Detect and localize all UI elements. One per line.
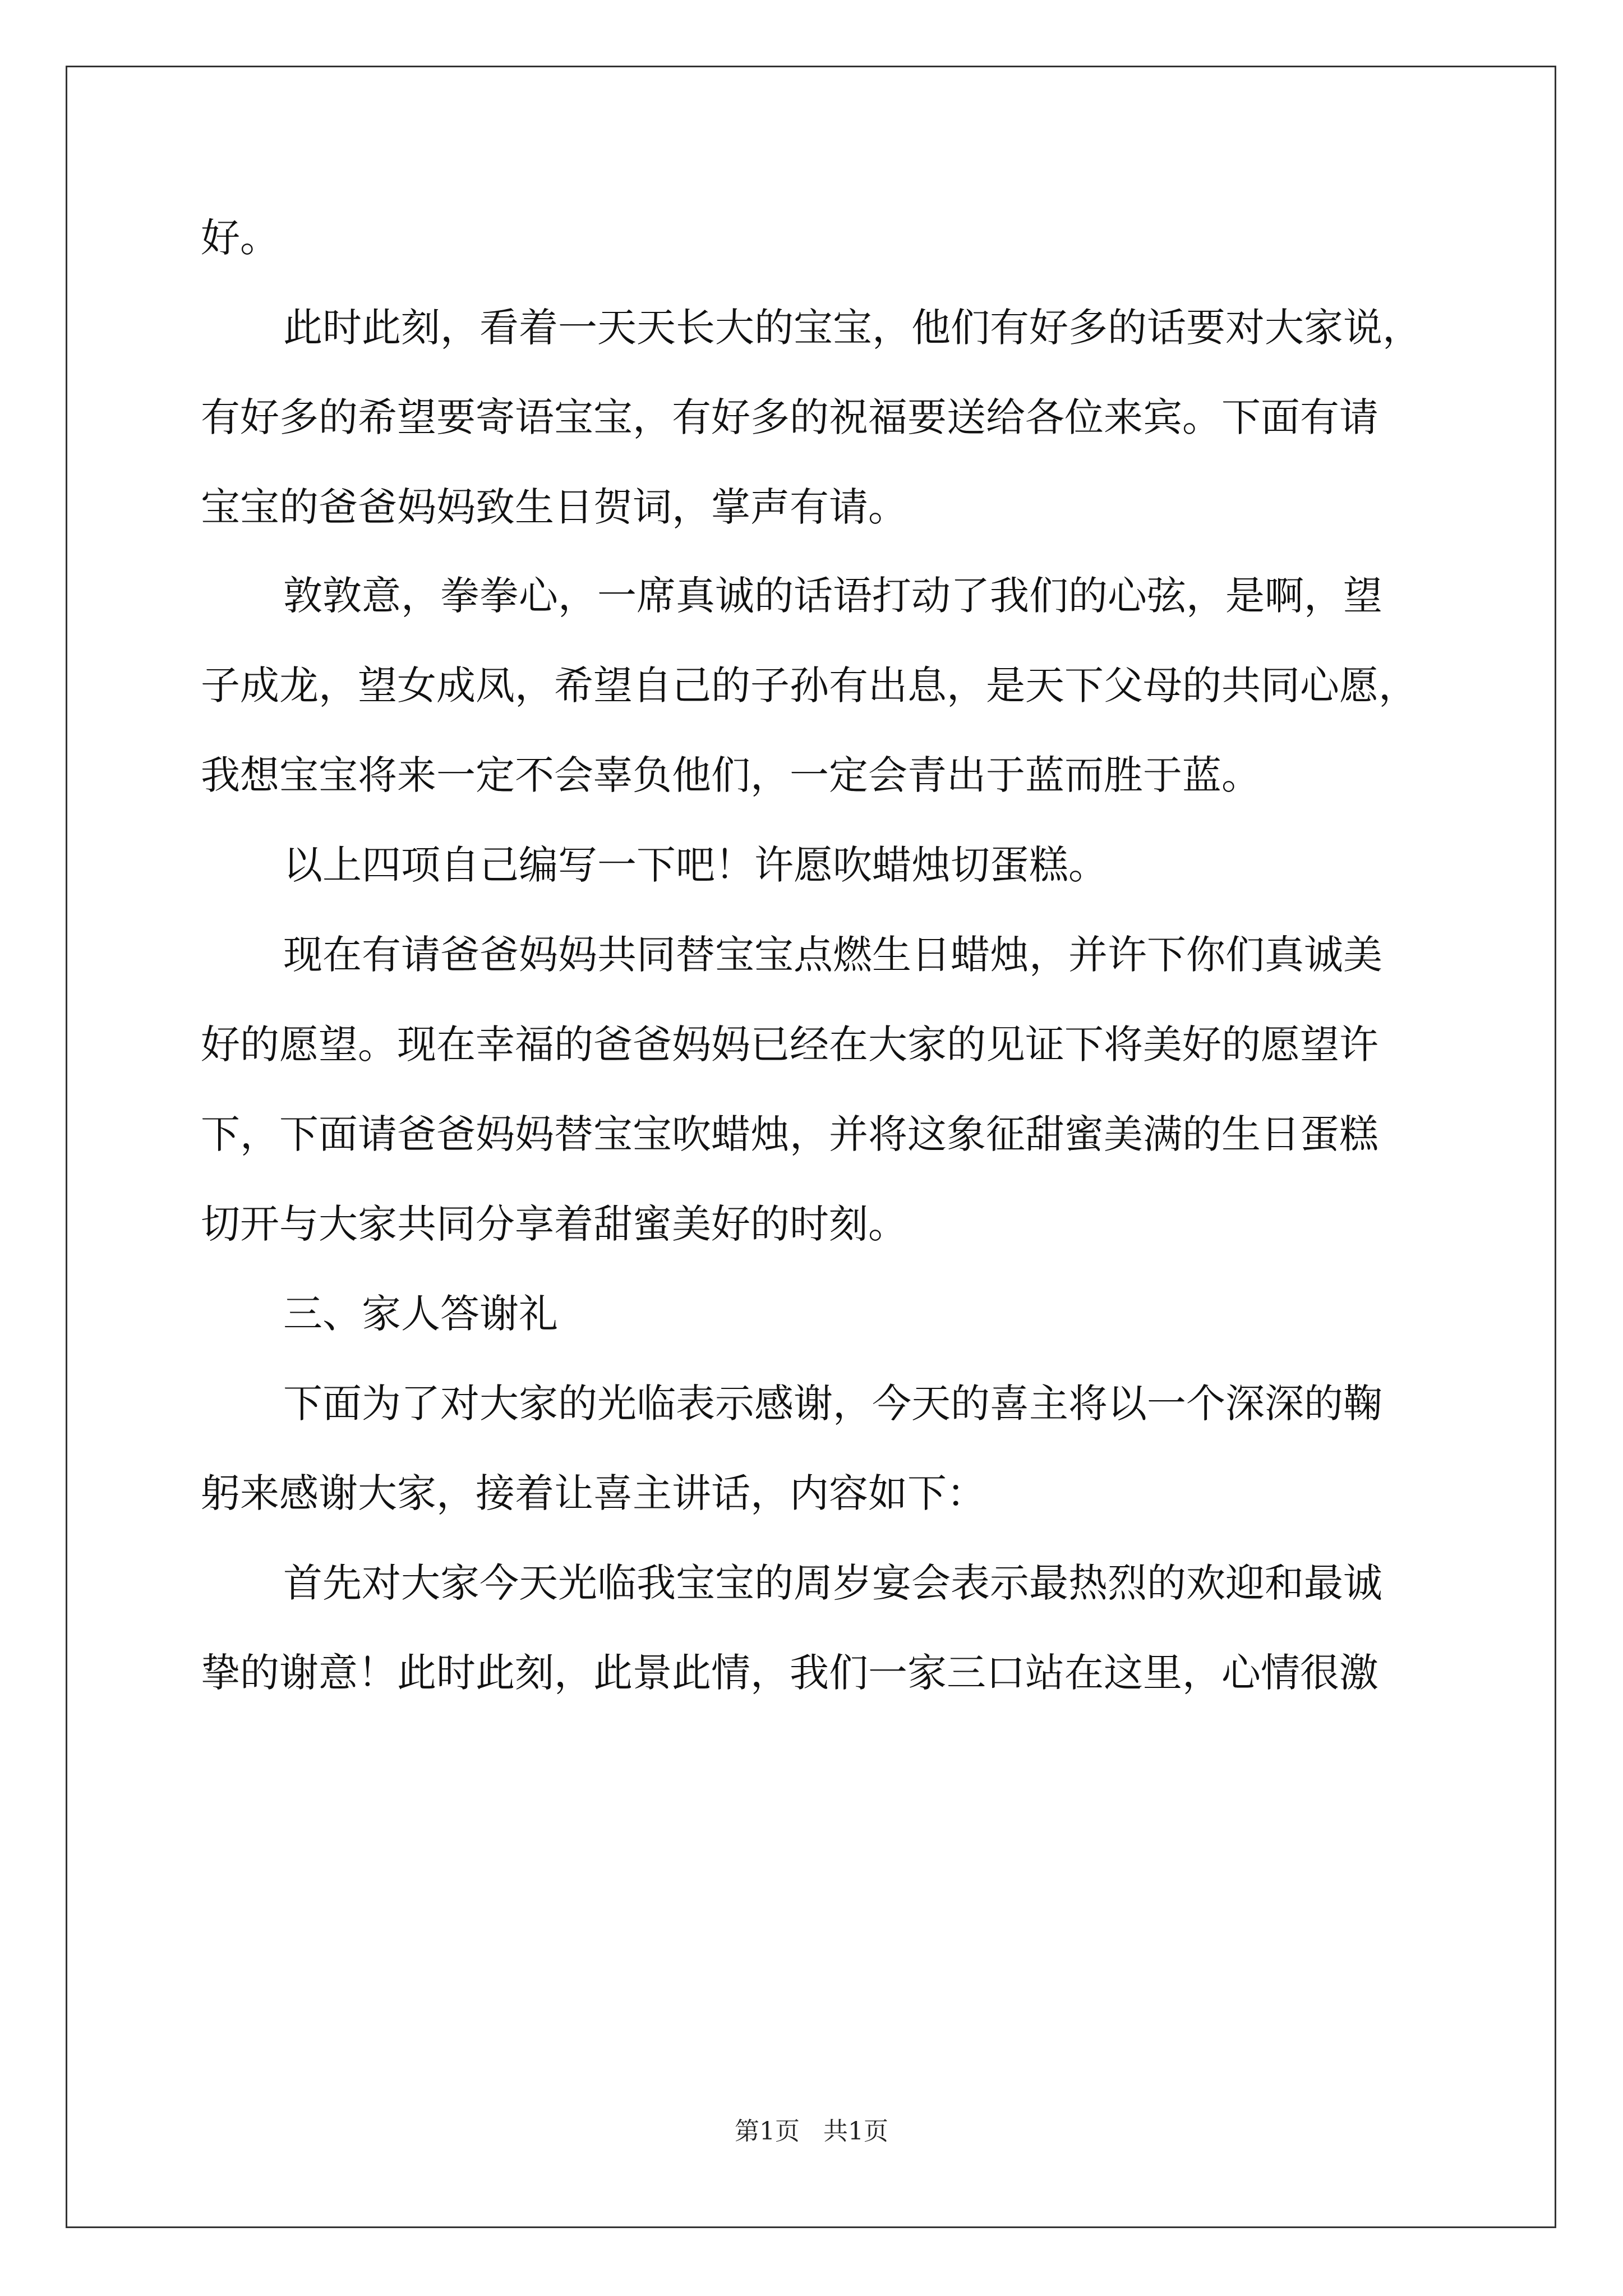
paragraph-line: 好的愿望。现在幸福的爸爸妈妈已经在大家的见证下将美好的愿望许 (201, 1022, 1378, 1068)
paragraph-line: 切开与大家共同分享着甜蜜美好的时刻。 (201, 1201, 907, 1247)
paragraph-line: 以上四项自己编写一下吧！许愿吹蜡烛切蛋糕。 (283, 842, 1108, 888)
section-heading: 三、家人答谢礼 (283, 1291, 558, 1337)
paragraph-line: 子成龙，望女成凤，希望自己的子孙有出息，是天下父母的共同心愿， (201, 662, 1418, 708)
page-footer: 第1页 共1页 (735, 2117, 888, 2146)
paragraph-line: 敦敦意，拳拳心，一席真诚的话语打动了我们的心弦，是啊，望 (283, 573, 1382, 619)
paragraph-line: 下面为了对大家的光临表示感谢，今天的喜主将以一个深深的鞠 (283, 1381, 1382, 1427)
paragraph-line: 宝宝的爸爸妈妈致生日贺词，掌声有请。 (201, 484, 907, 530)
paragraph-line: 首先对大家今天光临我宝宝的周岁宴会表示最热烈的欢迎和最诚 (283, 1560, 1382, 1606)
paragraph-line: 躬来感谢大家，接着让喜主讲话，内容如下： (201, 1470, 986, 1516)
paragraph-line: 此时此刻，看着一天天长大的宝宝，他们有好多的话要对大家说， (283, 305, 1422, 351)
paragraph-line: 好。 (201, 215, 279, 261)
paragraph-line: 我想宝宝将来一定不会辜负他们，一定会青出于蓝而胜于蓝。 (201, 752, 1261, 798)
paragraph-line: 有好多的希望要寄语宝宝，有好多的祝福要送给各位来宾。下面有请 (201, 394, 1378, 440)
paragraph-line: 现在有请爸爸妈妈共同替宝宝点燃生日蜡烛，并许下你们真诚美 (283, 932, 1382, 978)
paragraph-line: 下，下面请爸爸妈妈替宝宝吹蜡烛，并将这象征甜蜜美满的生日蛋糕 (201, 1111, 1378, 1157)
paragraph-line: 挚的谢意！此时此刻，此景此情，我们一家三口站在这里，心情很激 (201, 1650, 1378, 1696)
